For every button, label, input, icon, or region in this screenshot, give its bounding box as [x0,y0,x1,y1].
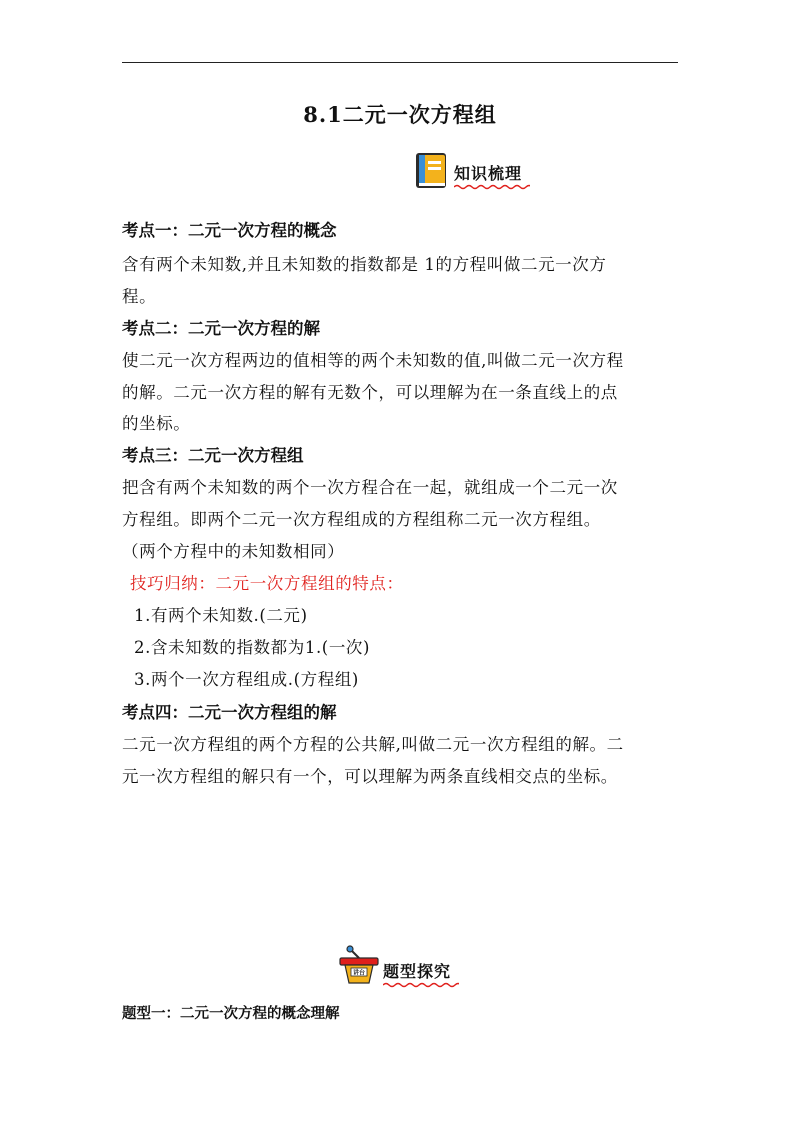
question-type-heading: 题型一：二元一次方程的概念理解 [122,1005,340,1022]
section-heading: 考点二：二元一次方程的解 [122,319,320,338]
knowledge-badge [414,150,530,190]
paragraph-line: 程。 [122,287,157,306]
book-icon [414,150,450,190]
section-heading: 考点四：二元一次方程组的解 [122,703,337,722]
knowledge-badge-label: 知识梳理 [454,164,523,183]
podium-icon [337,940,381,988]
paragraph-line: 二元一次方程组的两个方程的公共解,叫做二元一次方程组的解。二 [122,735,624,754]
tip-heading: 技巧归纳：二元一次方程组的特点： [130,574,404,593]
paragraph-line: 元一次方程组的解只有一个，可以理解为两条直线相交点的坐标。 [122,767,618,786]
tip-item: 2.含未知数的指数都为1.(一次) [134,638,371,657]
section-heading: 考点三：二元一次方程组 [122,446,304,465]
paragraph-line: （两个方程中的未知数相同） [122,542,345,561]
explore-badge-label: 题型探究 [383,962,452,981]
tip-item: 1.有两个未知数.(二元) [134,606,308,625]
podium-label: 讲台 [352,969,366,977]
tip-item: 3.两个一次方程组成.(方程组) [134,670,359,689]
explore-badge [337,940,459,988]
header-rule [122,62,678,63]
paragraph-line: 使二元一次方程两边的值相等的两个未知数的值,叫做二元一次方程 [122,351,624,370]
paragraph-line: 含有两个未知数,并且未知数的指数都是 1的方程叫做二元一次方 [122,255,607,274]
page-title: 8.1二元一次方程组 [303,102,497,127]
paragraph-line: 方程组。即两个二元一次方程组成的方程组称二元一次方程组。 [122,510,601,529]
section-heading: 考点一：二元一次方程的概念 [122,221,337,240]
paragraph-line: 把含有两个未知数的两个一次方程合在一起，就组成一个二元一次 [122,478,618,497]
paragraph-line: 的坐标。 [122,414,191,433]
paragraph-line: 的解。二元一次方程的解有无数个，可以理解为在一条直线上的点 [122,383,618,402]
